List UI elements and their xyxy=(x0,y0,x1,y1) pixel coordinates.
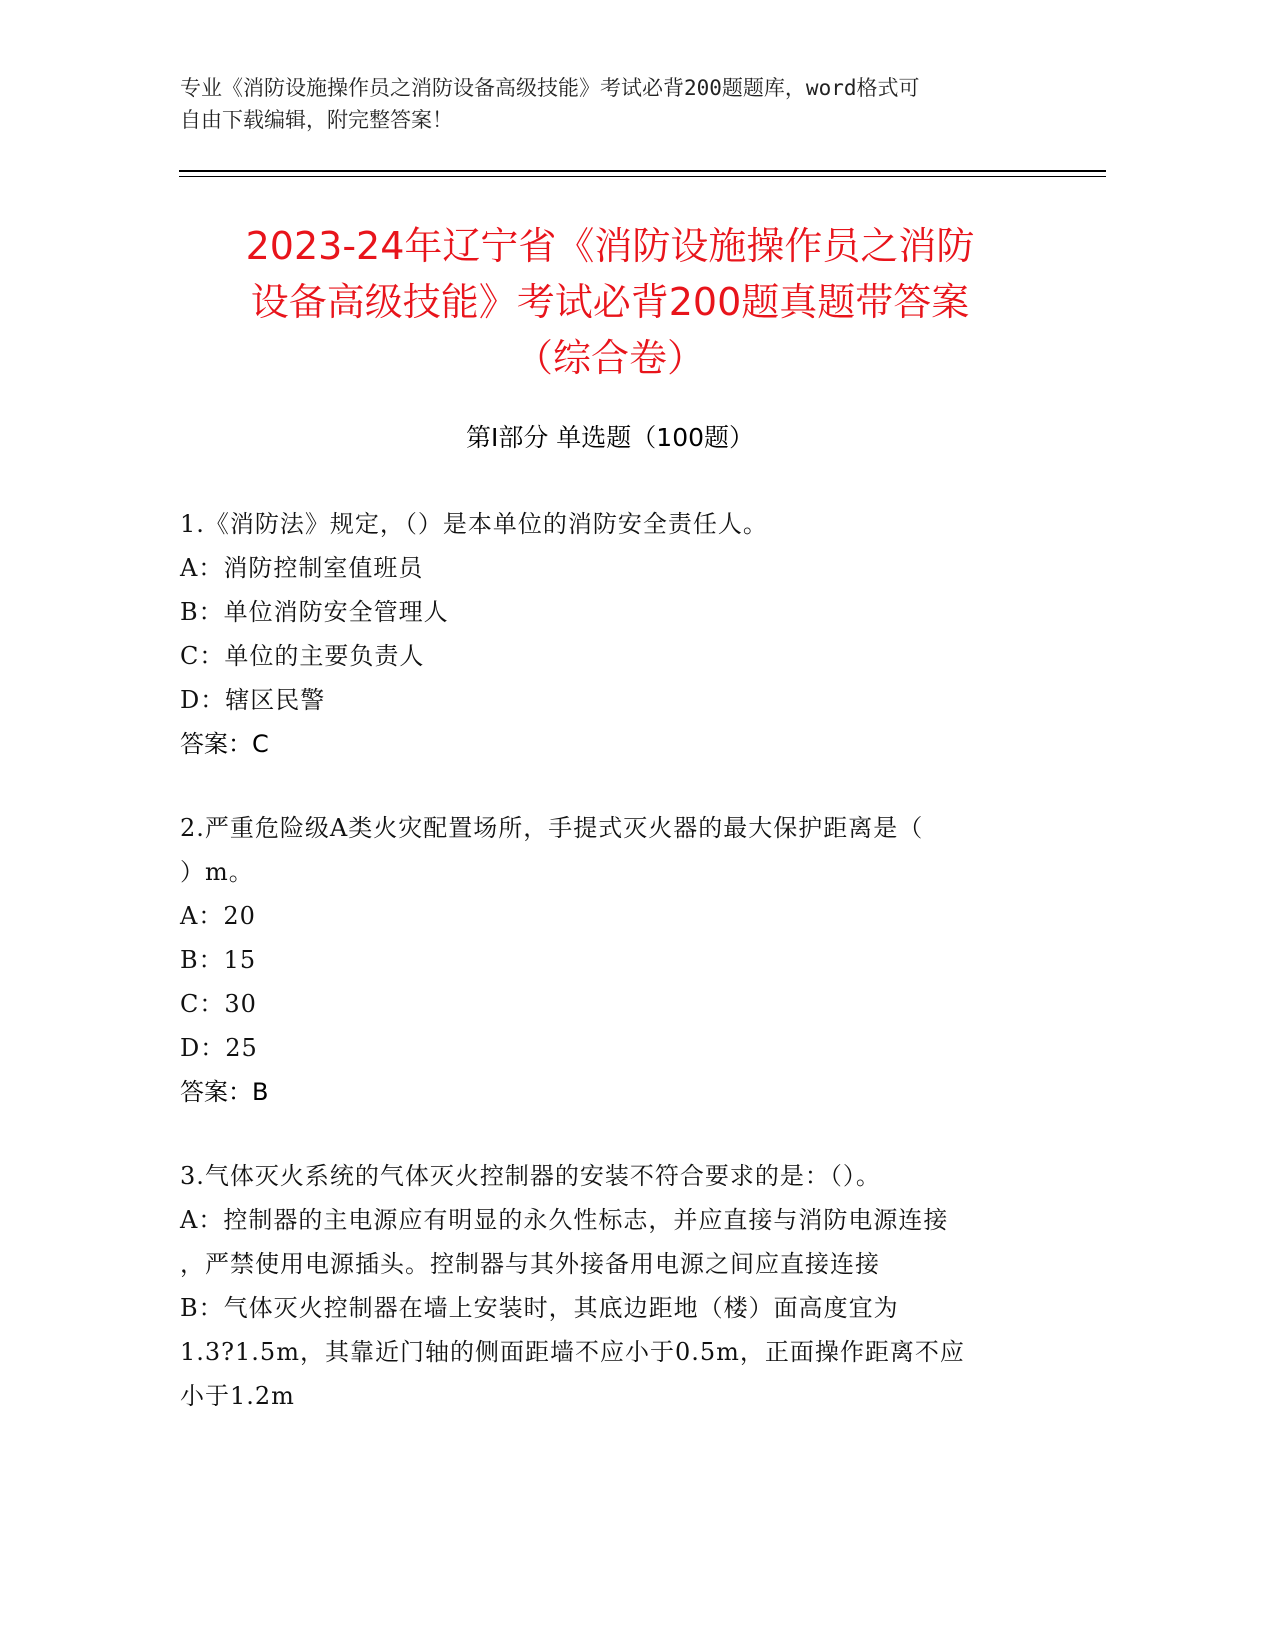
answer-option-a: A：20 xyxy=(180,902,256,930)
header-note-line: 专业《消防设施操作员之消防设备高级技能》考试必背200题题库，word格式可 xyxy=(180,76,920,100)
question-item xyxy=(180,502,1040,766)
document-title xyxy=(180,218,1040,386)
answer-option-b: B：单位消防安全管理人 xyxy=(180,598,449,626)
correct-answer: 答案：C xyxy=(180,730,269,758)
header-divider-thin xyxy=(179,176,1106,177)
question-stem-continued: ）m。 xyxy=(180,858,254,886)
answer-option-a: A：控制器的主电源应有明显的永久性标志，并应直接与消防电源连接 xyxy=(180,1206,949,1234)
question-item xyxy=(180,1154,1040,1418)
header-note-line: 自由下载编辑，附完整答案！ xyxy=(180,108,453,132)
answer-option-d: D：25 xyxy=(180,1034,258,1062)
title-line: 设备高级技能》考试必背200题真题带答案 xyxy=(250,280,970,324)
answer-option-b: B：气体灭火控制器在墙上安装时，其底边距地（楼）面高度宜为 xyxy=(180,1294,899,1322)
question-list xyxy=(180,502,1040,1458)
section-heading: 第Ⅰ部分 单选题（100题） xyxy=(465,423,755,452)
title-line: （综合卷） xyxy=(514,336,705,380)
answer-option-c: C：30 xyxy=(180,990,257,1018)
answer-option-a-continued: ，严禁使用电源插头。控制器与其外接备用电源之间应直接连接 xyxy=(180,1250,880,1278)
answer-option-b-continued: 1.3?1.5m，其靠近门轴的侧面距墙不应小于0.5m，正面操作距离不应 xyxy=(180,1338,965,1366)
answer-option-b-continued: 小于1.2m xyxy=(180,1382,295,1410)
answer-option-c: C：单位的主要负责人 xyxy=(180,642,425,670)
header-divider-thick xyxy=(179,170,1106,172)
answer-option-b: B：15 xyxy=(180,946,257,974)
correct-answer: 答案：B xyxy=(180,1078,269,1106)
question-stem: 1.《消防法》规定，（）是本单位的消防安全责任人。 xyxy=(180,510,768,538)
answer-option-a: A：消防控制室值班员 xyxy=(180,554,424,582)
title-line: 2023-24年辽宁省《消防设施操作员之消防 xyxy=(245,224,975,268)
question-stem: 3.气体灭火系统的气体灭火控制器的安装不符合要求的是：（）。 xyxy=(180,1162,881,1190)
answer-option-d: D：辖区民警 xyxy=(180,686,326,714)
question-stem: 2.严重危险级A类火灾配置场所，手提式灭火器的最大保护距离是（ xyxy=(180,814,924,842)
header-note xyxy=(180,72,1040,136)
question-item xyxy=(180,806,1040,1114)
